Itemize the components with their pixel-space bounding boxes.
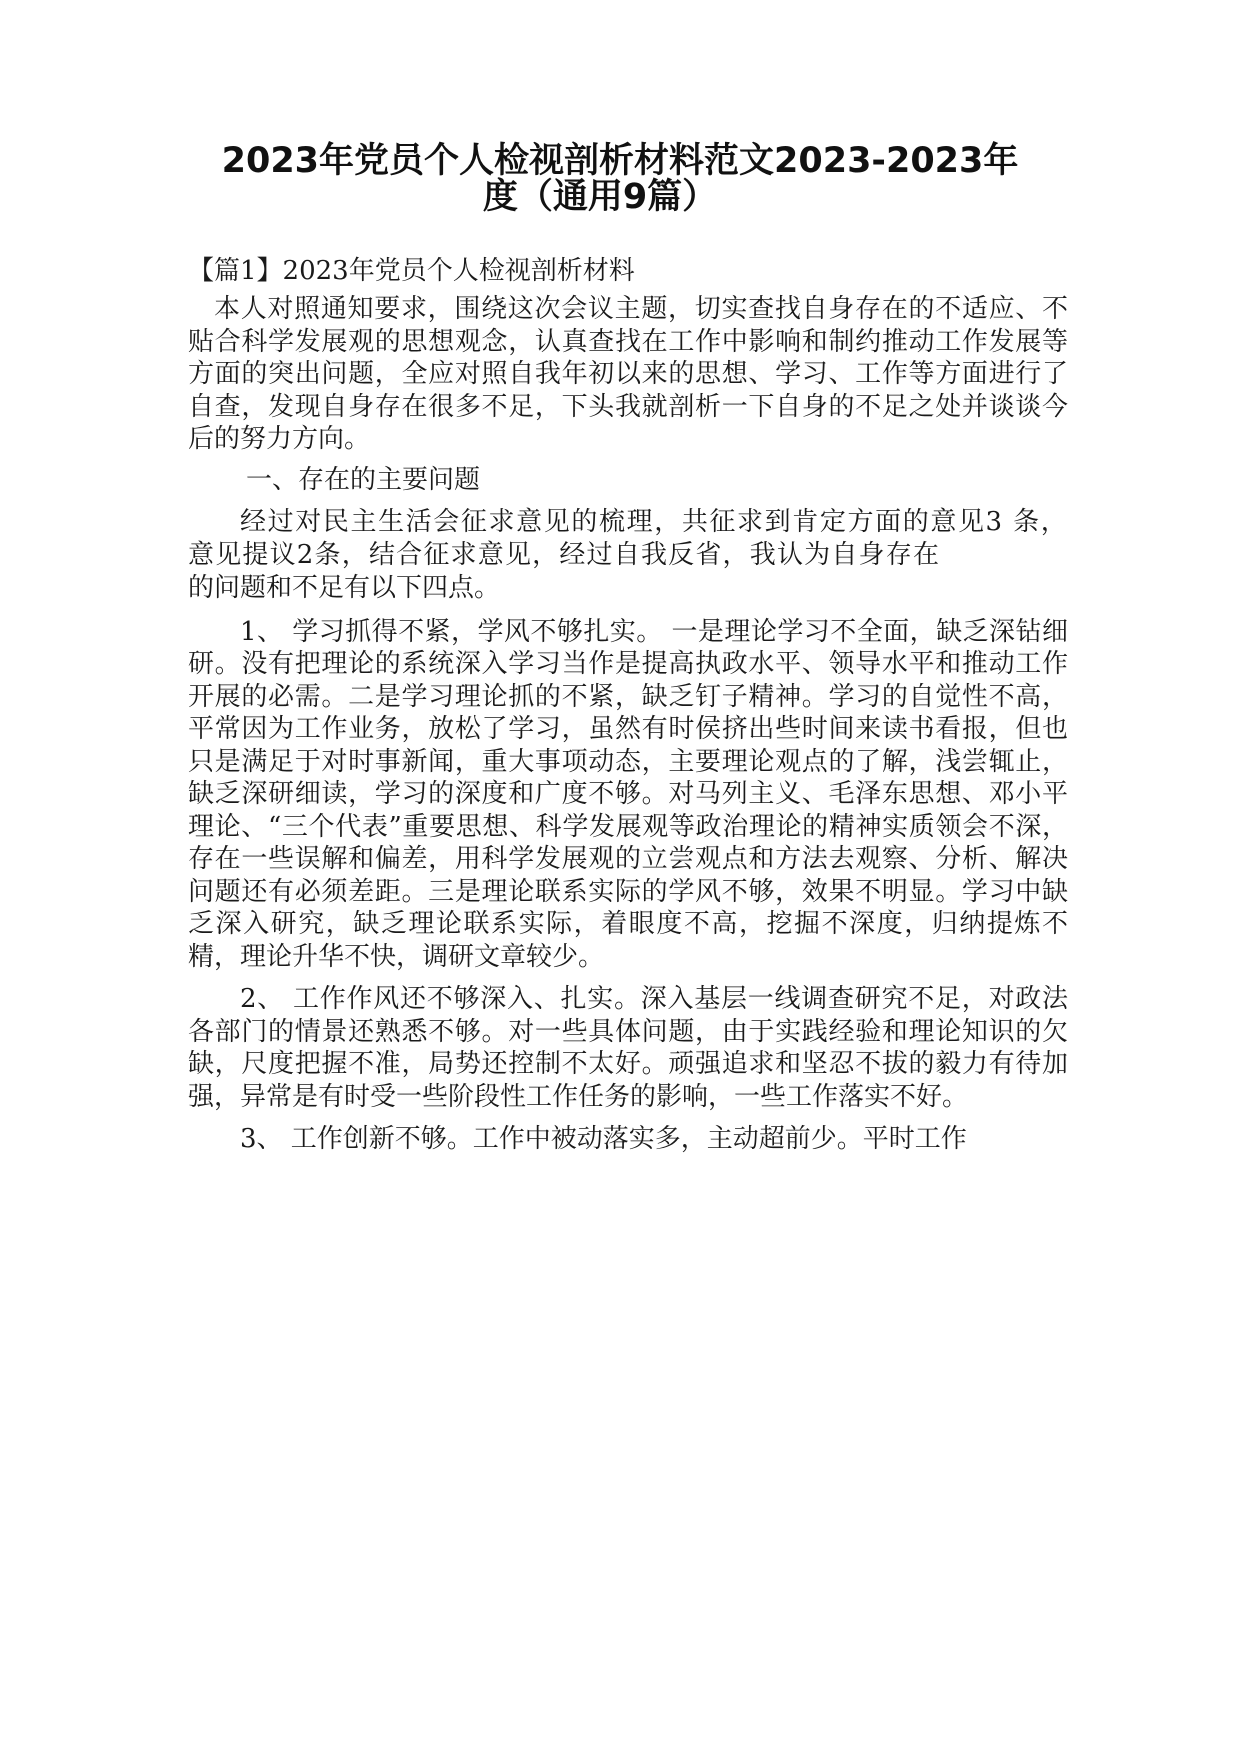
section-title-main-problems: 一、存在的主要问题 [246, 464, 481, 495]
document-body [188, 255, 1068, 1156]
point-2-paragraph: 2、 工作作风还不够深入、扎实。深入基层一线调查研究不足，对政法各部门的情景还熟悉不够。对一些具体问题，由于实践经验和理论知识的欠缺，尺度把握不准，局势还控制不太好。顽强追求和坚忍不拔的毅力有待加强，异常是有时受一些阶段性工作任务的影响，一些工作落实不好。 [188, 984, 1068, 1112]
intro-paragraph: 本人对照通知要求，围绕这次会议主题，切实查找自身存在的不适应、不贴合科学发展观的思想观念，认真查找在工作中影响和制约推动工作发展等方面的突出问题，全应对照自我年初以来的思想、学习、工作等方面进行了自查，发现自身存在很多不足，下头我就剖析一下自身的不足之处并谈谈今后的努力方向。 [188, 294, 1068, 454]
opinions-paragraph-continued: 的问题和不足有以下四点。 [188, 572, 501, 603]
point-3-paragraph: 3、 工作创新不够。工作中被动落实多，主动超前少。平时工作 [240, 1124, 967, 1154]
point-1-paragraph: 1、 学习抓得不紧，学风不够扎实。 一是理论学习不全面，缺乏深钻细研。没有把理论的系统深入学习当作是提高执政水平、领导水平和推动工作开展的必需。二是学习理论抓的不紧，缺乏钉子精神。学习的自觉性不高，平常因为工作业务，放松了学习，虽然有时侯挤出些时间来读书看报，但也只是满足于对时事新闻，重大事项动态，主要理论观点的了解，浅尝辄止，缺乏深研细读，学习的深度和广度不够。对马列主义、毛泽东思想、邓小平理论、“三个代表”重要思想、科学发展观等政治理论的精神实质领会不深，存在一些误解和偏差，用科学发展观的立尝观点和方法去观察、分析、解决问题还有必须差距。三是理论联系实际的学风不够，效果不明显。学习中缺乏深入研究，缺乏理论联系实际，着眼度不高，挖掘不深度，归纳提炼不精，理论升华不快，调研文章较少。 [188, 616, 1068, 972]
article-heading: 【篇1】2023年党员个人检视剖析材料 [188, 256, 635, 286]
opinions-paragraph: 经过对民主生活会征求意见的梳理，共征求到肯定方面的意见3 条，意见提议2条，结合征求意见，经过自我反省，我认为自身存在 [188, 506, 1068, 570]
title-line-1: 2023年党员个人检视剖析材料范文2023-2023年 [221, 141, 1019, 181]
document-title [150, 143, 1090, 215]
title-line-2: 度（通用9篇） [482, 177, 718, 217]
